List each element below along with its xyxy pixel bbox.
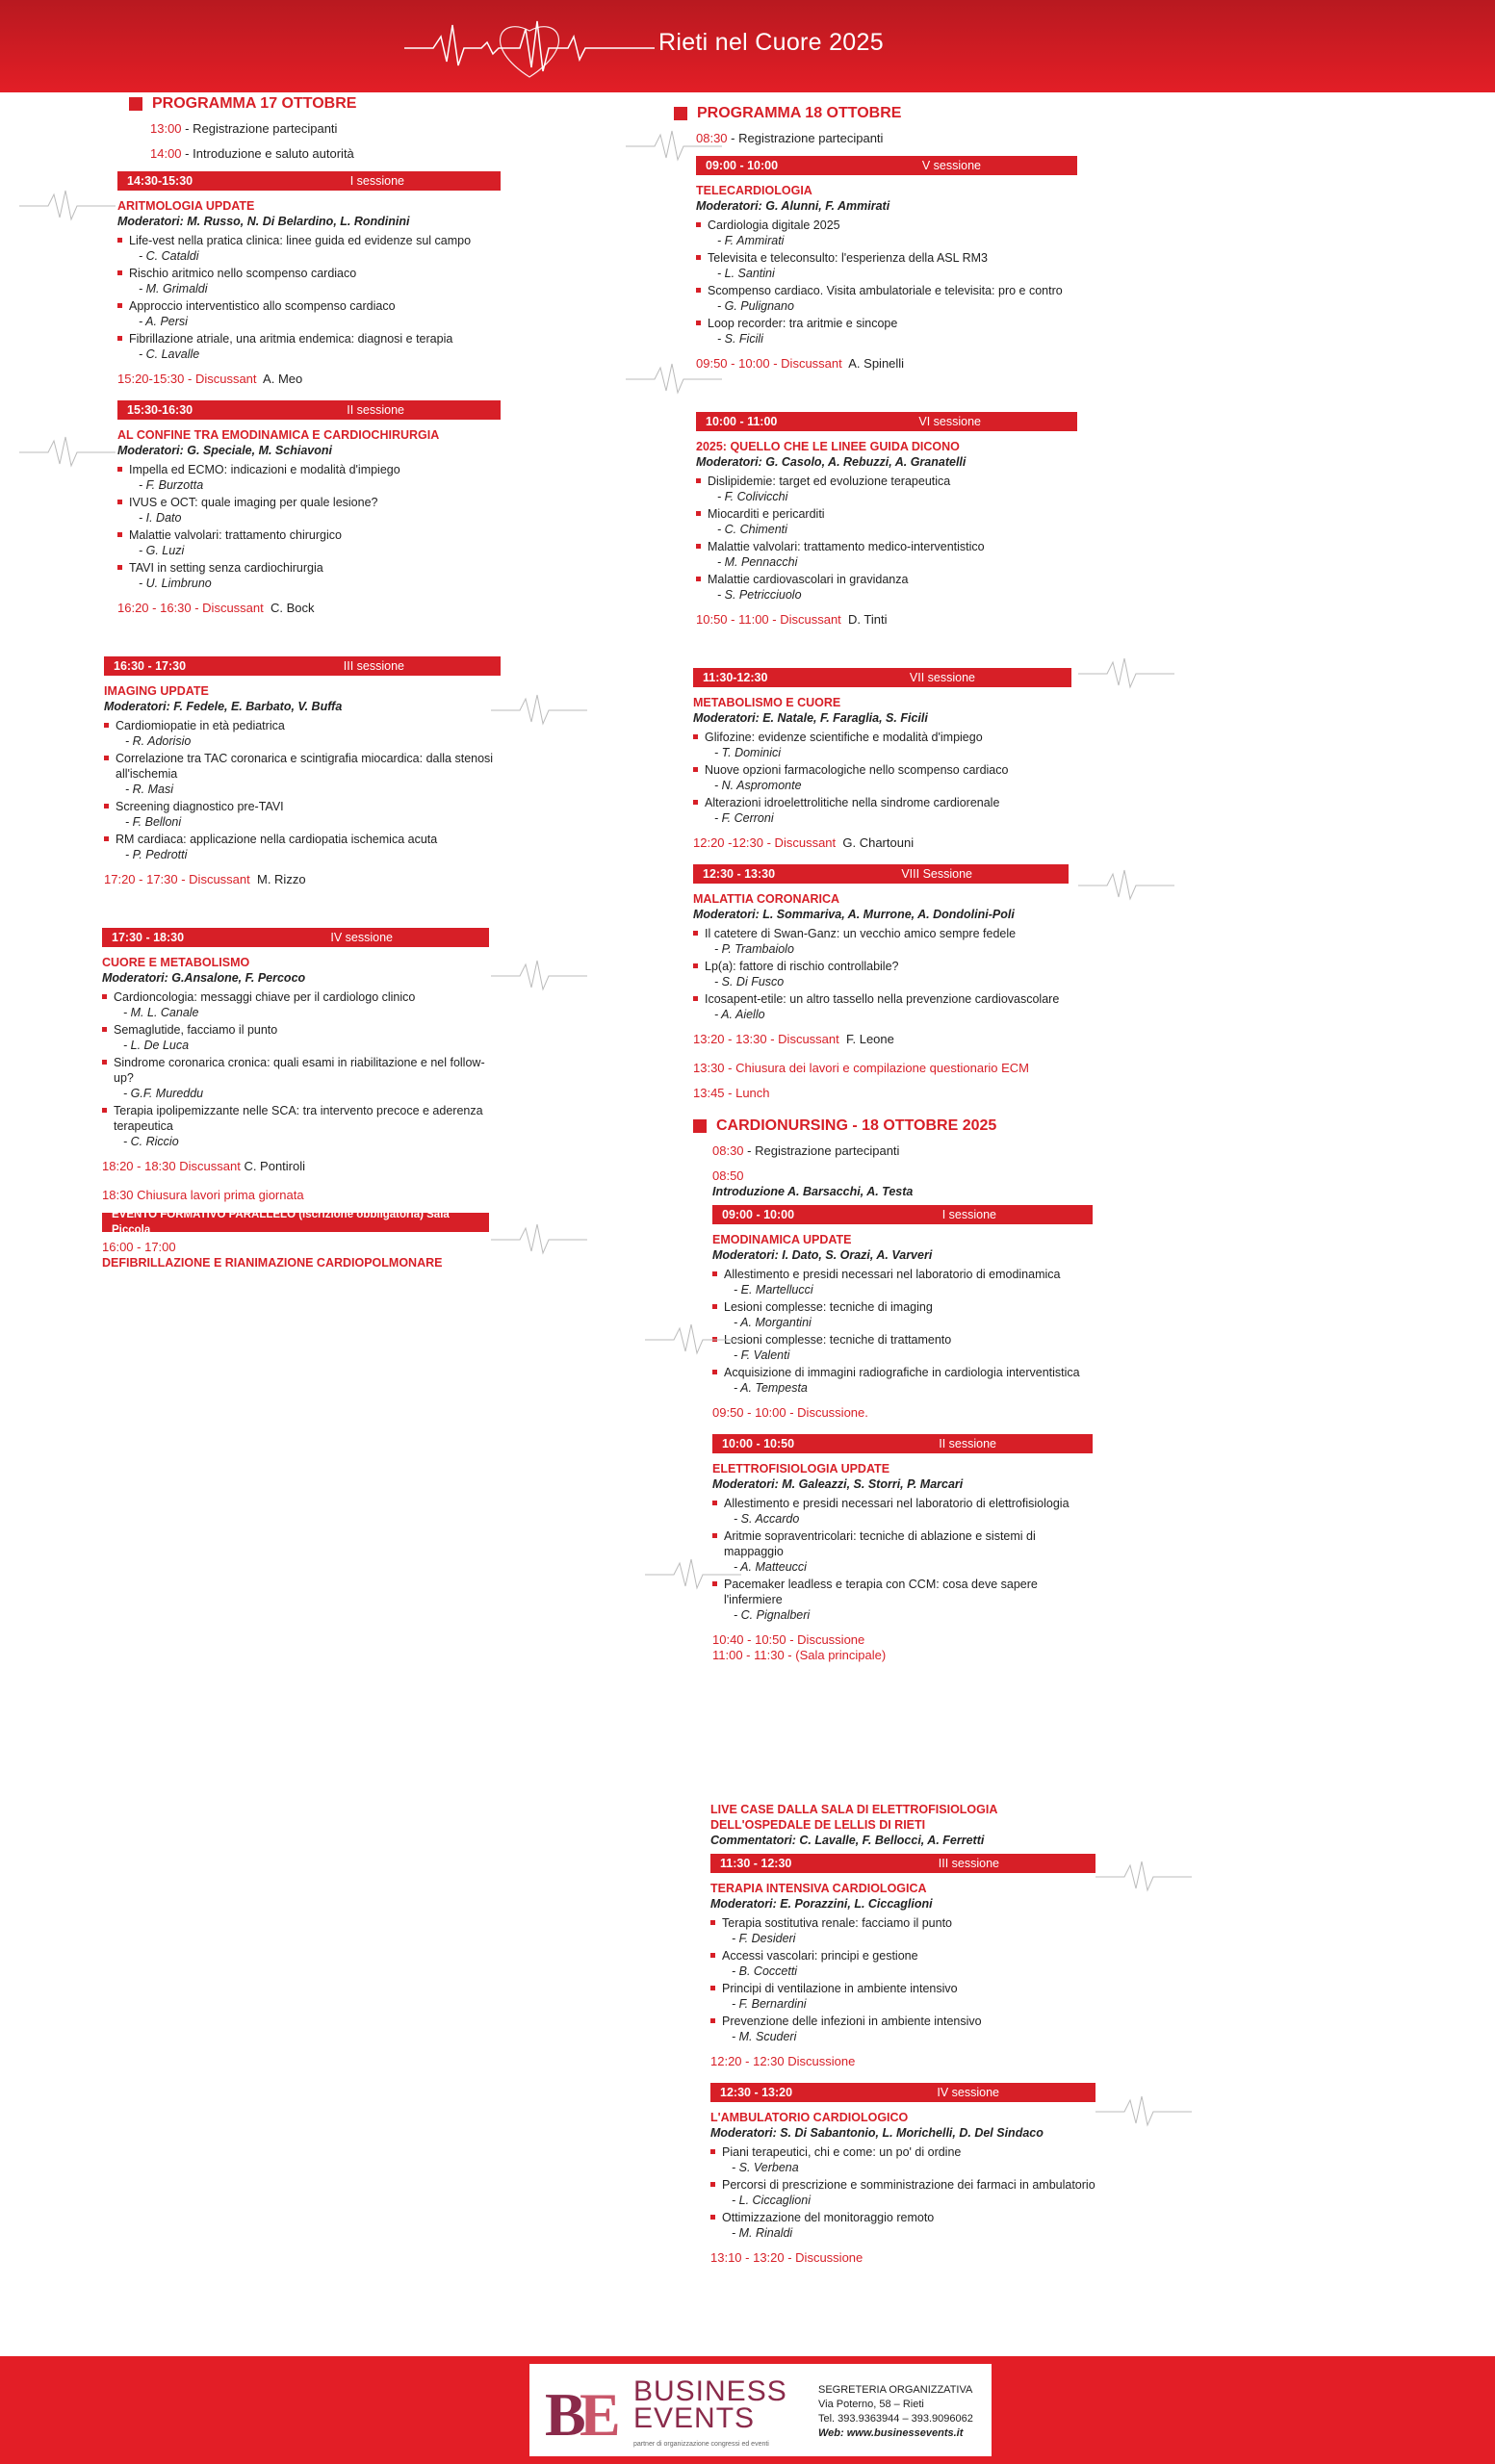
- talk-item: Rischio aritmico nello scompenso cardiaco - M. Grimaldi: [117, 266, 501, 296]
- organizer-address: Via Poterno, 58 – Rieti: [818, 2399, 924, 2410]
- talk-item: Malattie cardiovascolari in gravidanza - S. Petricciuolo: [696, 572, 1077, 603]
- logo-tagline: partner di organizzazione congressi ed eventi: [633, 2441, 769, 2448]
- live-case-section: [710, 1802, 1095, 2279]
- square-bullet-icon: [674, 107, 687, 120]
- ecg-heart-icon: [1078, 653, 1174, 691]
- session-topic: L'AMBULATORIO CARDIOLOGICO: [710, 2111, 909, 2124]
- organizer-phone: Tel. 393.9363944 – 393.9096062: [818, 2413, 973, 2425]
- left-column: [102, 96, 501, 1270]
- ecg-heart-icon: [1095, 2091, 1192, 2129]
- discussion: 09:50 - 10:00 - Discussione.: [712, 1405, 868, 1420]
- session-topic: TERAPIA INTENSIVA CARDIOLOGICA: [710, 1882, 927, 1895]
- ecg-heart-icon: [404, 8, 655, 85]
- session-bar: 14:30-15:30 I sessione: [117, 171, 501, 191]
- session-bar: 12:30 - 13:30 VIII Sessione: [693, 864, 1069, 884]
- talk-item: Lp(a): fattore di rischio controllabile? - S. Di Fusco: [693, 959, 1069, 989]
- closing-day1: 18:30 Chiusura lavori prima giornata: [102, 1188, 304, 1202]
- talk-item: Nuove opzioni farmacologiche nello scompenso cardiaco - N. Aspromonte: [693, 762, 1071, 793]
- talk-item: Allestimento e presidi necessari nel laboratorio di elettrofisiologia - S. Accardo: [712, 1496, 1093, 1527]
- cardionursing-title: CARDIONURSING - 18 OTTOBRE 2025: [693, 1118, 1097, 1134]
- discussion: 13:10 - 13:20 - Discussione: [710, 2250, 863, 2265]
- moderators: Moderatori: G.Ansalone, F. Percoco: [102, 971, 306, 985]
- ecg-heart-icon: [645, 1553, 741, 1592]
- ecg-heart-icon: [645, 1319, 741, 1357]
- business-events-logo: B E: [545, 2380, 621, 2449]
- ecg-heart-icon: [19, 185, 116, 223]
- parallel-topic: DEFIBRILLAZIONE E RIANIMAZIONE CARDIOPOLMONARE: [102, 1256, 443, 1270]
- session-bar: 15:30-16:30 II sessione: [117, 400, 501, 420]
- session-topic: CUORE E METABOLISMO: [102, 956, 250, 969]
- talk-item: Miocarditi e pericarditi - C. Chimenti: [696, 506, 1077, 537]
- talk-item: Correlazione tra TAC coronarica e scintigrafia miocardica: dalla stenosi all'ischemia - R. Masi: [104, 751, 501, 797]
- live-case-subtitle: DELL'OSPEDALE DE LELLIS DI RIETI: [710, 1818, 926, 1832]
- ecg-heart-icon: [491, 955, 587, 993]
- discussant: 13:20 - 13:30 - Discussant F. Leone: [693, 1032, 894, 1046]
- parallel-time: 16:00 - 17:00: [102, 1240, 176, 1254]
- session-bar: 09:00 - 10:00 I sessione: [712, 1205, 1093, 1224]
- intro-text: - Introduzione e saluto autorità: [185, 146, 354, 161]
- right-column: PROGRAMMA 18 OTTOBRE 08:30 - Registrazione partecipanti 09:00 - 10:00 V sessione TELECARDIOLOGIA Moderatori: G. Alunni, F. Ammirati Cardiologia digitale 2025 - F. Ammirati Televisita e teleconsulto: l'esperienza della ASL RM3 - L. Santini Scompenso cardiaco. Visita ambulatoriale e televisita: pro e contro - G. Pulignano Loop recorder: tra aritmie e sincope - S. Ficili 09:50 - 10:00 - Discussant A. Spinelli 10:00 - 11:00 VI sessione 2025: QUELLO CHE LE LINEE GUIDA DICONO Moderatori: G. Casolo, A. Rebuzzi, A. Granatelli Dislipidemie: target ed evoluzione terapeutica - F. Colivicchi Miocarditi e pericarditi - C. Chimenti Malattie valvolari: trattamento medico-interventistico - M. Pennacchi Malattie cardiovascolari in gravidanza - S. Petricciuolo 10:50 - 11:00 - Discussant D. Tinti 11:30-12:30 VII sessione METABOLISMO E CUORE Moderatori: E. Natale, F. Faraglia, S. Ficili Glifozine: evidenze scientifiche e modalità d'impiego - T. Dominici Nuove opzioni farmacologiche nello scompenso cardiaco - N. Aspromonte Alterazioni idroelettrolitiche nella sindrome cardiorenale - F. Cerroni 12:20 -12:30 - Discussant G. Chartouni 12:30 - 13:30 VIII Sessione MALATTIA CORONARICA Moderatori: L. Sommariva, A. Murrone, A. Dondolini-Poli Il catetere di Swan-Ganz: un vecchio amico sempre fedele - P. Trambaiolo Lp(a): fattore di rischio controllabile? - S. Di Fusco Icosapent-etile: un altro tassello nella prevenzione cardiovascolare - A. Aiello 13:20 - 13:30 - Discussant F. Leone 13:30 - Chiusura dei lavori e compilazione questionario ECM 13:45 - Lunch CARDIONURSING - 18 OTTOBRE 2025 08:30 - Registrazione partecipanti 08:50 Introduzione A. Barsacchi, A. Testa 09:00 - 10:00 I sessione EMODINAMICA UPDATE Moderatori: I. Dato, S. Orazi, A. Varveri Allestimento e presidi necessari nel laboratorio di emodinamica - E. Martellucci Lesioni complesse: tecniche di imaging - A. Morgantini Lesioni complesse: tecniche di trattamento - F. Valenti Acquisizione di immagini radiografiche in cardiologia interventistica - A. Tempesta 09:50 - 10:00 - Discussione. 10:00 - 10:50 II sessione ELETTROFISIOLOGIA UPDATE Moderatori: M. Galeazzi, S. Storri, P. Marcari Allestimento e presidi necessari nel laboratorio di elettrofisiologia - S. Accardo Aritmie sopraventricolari: tecniche di ablazione e sistemi di mappaggio - A. Matteucci Pacemaker leadless e terapia con CCM: cosa deve sapere l'infermiere - C. Pignalberi 10:40 - 10:50 - Discussione 11:00 - 11:30 - (Sala principale): [674, 106, 1097, 1663]
- discussant: 16:20 - 16:30 - Discussant C. Bock: [117, 601, 315, 615]
- discussant: 15:20-15:30 - Discussant A. Meo: [117, 372, 303, 386]
- moderators: Moderatori: M. Galeazzi, S. Storri, P. Marcari: [712, 1477, 964, 1491]
- session-bar: 11:30-12:30 VII sessione: [693, 668, 1071, 687]
- talk-item: Pacemaker leadless e terapia con CCM: cosa deve sapere l'infermiere - C. Pignalberi: [712, 1577, 1093, 1623]
- session-block: [117, 400, 501, 616]
- session-block: [693, 864, 1069, 1101]
- organizer-title: SEGRETERIA ORGANIZZATIVA: [818, 2384, 973, 2396]
- talk-item: Glifozine: evidenze scientifiche e modalità d'impiego - T. Dominici: [693, 730, 1071, 760]
- session-block: [102, 928, 489, 1270]
- talk-item: Alterazioni idroelettrolitiche nella sindrome cardiorenale - F. Cerroni: [693, 795, 1071, 826]
- closing-ecm: 13:30 - Chiusura dei lavori e compilazione questionario ECM: [693, 1061, 1030, 1075]
- talk-item: Impella ed ECMO: indicazioni e modalità d'impiego - F. Burzotta: [117, 462, 501, 493]
- talk-item: Percorsi di prescrizione e somministrazione dei farmaci in ambulatorio - L. Ciccaglioni: [710, 2177, 1095, 2208]
- talk-item: Piani terapeutici, chi e come: un po' di ordine - S. Verbena: [710, 2144, 1095, 2175]
- session-block: [693, 668, 1071, 851]
- moderators: Moderatori: E. Natale, F. Faraglia, S. Ficili: [693, 711, 928, 725]
- talk-item: Cardioncologia: messaggi chiave per il cardiologo clinico - M. L. Canale: [102, 989, 489, 1020]
- organizer-website[interactable]: Web: www.businessevents.it: [818, 2427, 964, 2439]
- session-block: [696, 412, 1077, 628]
- session-block: [710, 2083, 1095, 2266]
- talk-item: Loop recorder: tra aritmie e sincope - S. Ficili: [696, 316, 1077, 346]
- talk-item: Malattie valvolari: trattamento chirurgico - G. Luzi: [117, 527, 501, 558]
- session-block: [710, 1854, 1095, 2069]
- talk-item: Acquisizione di immagini radiografiche in cardiologia interventistica - A. Tempesta: [712, 1365, 1093, 1396]
- ecg-heart-icon: [491, 689, 587, 728]
- session-block: [696, 156, 1077, 372]
- event-title: Rieti nel Cuore 2025: [658, 29, 884, 56]
- moderators: Moderatori: M. Russo, N. Di Belardino, L. Rondinini: [117, 215, 410, 228]
- discussant: 09:50 - 10:00 - Discussant A. Spinelli: [696, 356, 905, 371]
- talk-item: Icosapent-etile: un altro tassello nella prevenzione cardiovascolare - A. Aiello: [693, 991, 1069, 1022]
- logo-text: EVENTS: [633, 2402, 756, 2434]
- ecg-heart-icon: [491, 1219, 587, 1257]
- talk-item: Terapia sostitutiva renale: facciamo il punto - F. Desideri: [710, 1915, 1095, 1946]
- talk-item: RM cardiaca: applicazione nella cardiopatia ischemica acuta - P. Pedrotti: [104, 832, 501, 862]
- moderators: Moderatori: E. Porazzini, L. Ciccaglioni: [710, 1897, 933, 1911]
- moderators: Moderatori: S. Di Sabantonio, L. Morichelli, D. Del Sindaco: [710, 2126, 1044, 2140]
- session-bar: 11:30 - 12:30 III sessione: [710, 1854, 1095, 1873]
- discussion: 10:40 - 10:50 - Discussione: [712, 1632, 865, 1647]
- moderators: Moderatori: L. Sommariva, A. Murrone, A. Dondolini-Poli: [693, 908, 1015, 921]
- cardionursing-section: CARDIONURSING - 18 OTTOBRE 2025 08:30 - Registrazione partecipanti 08:50 Introduzione A. Barsacchi, A. Testa 09:00 - 10:00 I sessione EMODINAMICA UPDATE Moderatori: I. Dato, S. Orazi, A. Varveri Allestimento e presidi necessari nel laboratorio di emodinamica - E. Martellucci Lesioni complesse: tecniche di imaging - A. Morgantini Lesioni complesse: tecniche di trattamento - F. Valenti Acquisizione di immagini radiografiche in cardiologia interventistica - A. Tempesta 09:50 - 10:00 - Discussione. 10:00 - 10:50 II sessione ELETTROFISIOLOGIA UPDATE Moderatori: M. Galeazzi, S. Storri, P. Marcari Allestimento e presidi necessari nel laboratorio di elettrofisiologia - S. Accardo Aritmie sopraventricolari: tecniche di ablazione e sistemi di mappaggio - A. Matteucci Pacemaker leadless e terapia con CCM: cosa deve sapere l'infermiere - C. Pignalberi 10:40 - 10:50 - Discussione 11:00 - 11:30 - (Sala principale): [693, 1118, 1097, 1663]
- talk-item: Il catetere di Swan-Ganz: un vecchio amico sempre fedele - P. Trambaiolo: [693, 926, 1069, 957]
- talk-item: Televisita e teleconsulto: l'esperienza della ASL RM3 - L. Santini: [696, 250, 1077, 281]
- square-bullet-icon: [129, 97, 142, 111]
- session-bar: 17:30 - 18:30 IV sessione: [102, 928, 489, 947]
- organizer-info: [818, 2383, 973, 2441]
- session-bar: 10:00 - 11:00 VI sessione: [696, 412, 1077, 431]
- talk-item: Semaglutide, facciamo il punto - L. De Luca: [102, 1022, 489, 1053]
- day-title-17: PROGRAMMA 17 OTTOBRE: [129, 96, 501, 112]
- session-bar: 16:30 - 17:30 III sessione: [104, 656, 501, 676]
- session-topic: 2025: QUELLO CHE LE LINEE GUIDA DICONO: [696, 440, 960, 453]
- session-topic: ELETTROFISIOLOGIA UPDATE: [712, 1462, 890, 1476]
- talk-item: Lesioni complesse: tecniche di trattamento - F. Valenti: [712, 1332, 1093, 1363]
- moderators: Moderatori: F. Fedele, E. Barbato, V. Buffa: [104, 700, 343, 713]
- ecg-heart-icon: [626, 125, 722, 164]
- day-title-18: PROGRAMMA 18 OTTOBRE: [674, 106, 1097, 121]
- discussion: 11:00 - 11:30 - (Sala principale): [712, 1648, 887, 1662]
- session-block: [712, 1205, 1093, 1421]
- talk-item: Dislipidemie: target ed evoluzione terapeutica - F. Colivicchi: [696, 474, 1077, 504]
- lunch: 13:45 - Lunch: [693, 1086, 770, 1100]
- talk-item: TAVI in setting senza cardiochirurgia - U. Limbruno: [117, 560, 501, 591]
- intro-time: 14:00: [150, 146, 182, 161]
- header-banner: [0, 0, 1495, 92]
- talk-item: Screening diagnostico pre-TAVI - F. Belloni: [104, 799, 501, 830]
- ecg-heart-icon: [1078, 864, 1174, 903]
- talk-item: Cardiologia digitale 2025 - F. Ammirati: [696, 218, 1077, 248]
- parallel-event-bar: EVENTO FORMATIVO PARALLELO (iscrizione obbligatoria) Sala Piccola: [102, 1213, 489, 1232]
- square-bullet-icon: [693, 1119, 707, 1133]
- commentators: Commentatori: C. Lavalle, F. Bellocci, A. Ferretti: [710, 1834, 985, 1847]
- discussant: 18:20 - 18:30 Discussant C. Pontiroli: [102, 1159, 306, 1173]
- moderators: Moderatori: I. Dato, S. Orazi, A. Varveri: [712, 1248, 933, 1262]
- talk-item: Fibrillazione atriale, una aritmia endemica: diagnosi e terapia - C. Lavalle: [117, 331, 501, 362]
- discussant: 10:50 - 11:00 - Discussant D. Tinti: [696, 612, 888, 627]
- session-topic: EMODINAMICA UPDATE: [712, 1233, 852, 1246]
- discussant: 17:20 - 17:30 - Discussant M. Rizzo: [104, 872, 306, 886]
- session-topic: METABOLISMO E CUORE: [693, 696, 841, 709]
- organizer-box: [529, 2364, 992, 2456]
- ecg-heart-icon: [626, 358, 722, 397]
- intro-text: - Registrazione partecipanti: [185, 121, 338, 136]
- intro-time: 13:00: [150, 121, 182, 136]
- session-topic: AL CONFINE TRA EMODINAMICA E CARDIOCHIRURGIA: [117, 428, 440, 442]
- talk-item: Ottimizzazione del monitoraggio remoto - M. Rinaldi: [710, 2210, 1095, 2241]
- moderators: Moderatori: G. Alunni, F. Ammirati: [696, 199, 890, 213]
- moderators: Moderatori: G. Speciale, M. Schiavoni: [117, 444, 332, 457]
- session-block: [117, 171, 501, 387]
- session-topic: MALATTIA CORONARICA: [693, 892, 840, 906]
- talk-item: Accessi vascolari: principi e gestione - B. Coccetti: [710, 1948, 1095, 1979]
- session-block: [104, 656, 501, 887]
- moderators: Moderatori: G. Casolo, A. Rebuzzi, A. Granatelli: [696, 455, 967, 469]
- session-topic: ARITMOLOGIA UPDATE: [117, 199, 255, 213]
- live-case-title: LIVE CASE DALLA SALA DI ELETTROFISIOLOGIA: [710, 1803, 998, 1816]
- talk-item: Aritmie sopraventricolari: tecniche di ablazione e sistemi di mappaggio - A. Matteucci: [712, 1528, 1093, 1575]
- ecg-heart-icon: [19, 431, 116, 470]
- talk-item: Malattie valvolari: trattamento medico-interventistico - M. Pennacchi: [696, 539, 1077, 570]
- session-bar: 12:30 - 13:20 IV sessione: [710, 2083, 1095, 2102]
- discussion: 12:20 - 12:30 Discussione: [710, 2054, 856, 2068]
- intro-time: 08:50: [712, 1168, 744, 1183]
- talk-item: Cardiomiopatie in età pediatrica - R. Adorisio: [104, 718, 501, 749]
- logo-text: BUSINESS: [633, 2375, 787, 2407]
- talk-item: Lesioni complesse: tecniche di imaging - A. Morgantini: [712, 1299, 1093, 1330]
- ecg-heart-icon: [1095, 1856, 1192, 1894]
- talk-item: Prevenzione delle infezioni in ambiente intensivo - M. Scuderi: [710, 2014, 1095, 2044]
- talk-item: Scompenso cardiaco. Visita ambulatoriale e televisita: pro e contro - G. Pulignano: [696, 283, 1077, 314]
- discussant: 12:20 -12:30 - Discussant G. Chartouni: [693, 835, 915, 850]
- talk-item: Approccio interventistico allo scompenso cardiaco - A. Persi: [117, 298, 501, 329]
- session-bar: 10:00 - 10:50 II sessione: [712, 1434, 1093, 1453]
- talk-item: Allestimento e presidi necessari nel laboratorio di emodinamica - E. Martellucci: [712, 1267, 1093, 1297]
- session-topic: TELECARDIOLOGIA: [696, 184, 812, 197]
- session-topic: IMAGING UPDATE: [104, 684, 209, 698]
- session-bar: 09:00 - 10:00 V sessione: [696, 156, 1077, 175]
- session-block: [712, 1434, 1093, 1663]
- talk-item: Sindrome coronarica cronica: quali esami in riabilitazione e nel follow-up? - G.F. Mureddu: [102, 1055, 489, 1101]
- intro-speakers: Introduzione A. Barsacchi, A. Testa: [712, 1185, 914, 1198]
- talk-item: Principi di ventilazione in ambiente intensivo - F. Bernardini: [710, 1981, 1095, 2012]
- talk-item: Terapia ipolipemizzante nelle SCA: tra intervento precoce e aderenza terapeutica - C. Riccio: [102, 1103, 489, 1149]
- talk-item: Life-vest nella pratica clinica: linee guida ed evidenze sul campo - C. Cataldi: [117, 233, 501, 264]
- talk-item: IVUS e OCT: quale imaging per quale lesione? - I. Dato: [117, 495, 501, 526]
